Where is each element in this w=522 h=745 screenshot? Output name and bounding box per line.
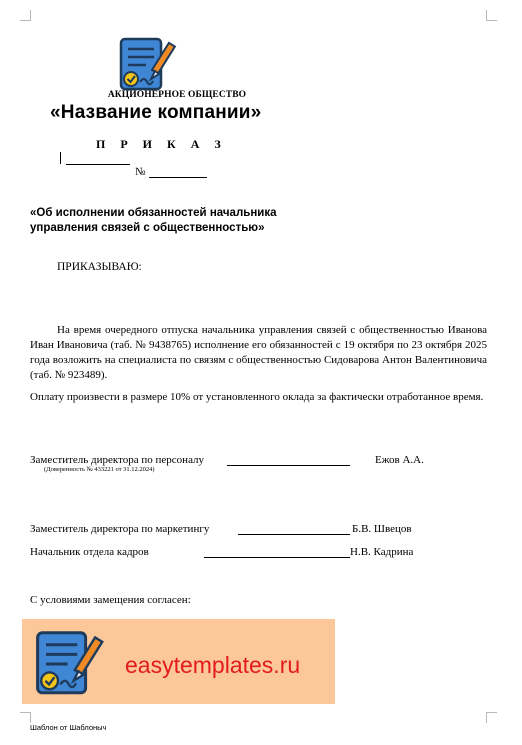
signature-name: Б.В. Швецов bbox=[352, 523, 412, 535]
date-blank-line[interactable] bbox=[66, 164, 130, 165]
signature-name: Н.В. Кадрина bbox=[350, 546, 414, 558]
order-title: П Р И К А З bbox=[96, 137, 227, 151]
document-pen-icon bbox=[118, 36, 178, 94]
banner-link-text[interactable]: easytemplates.ru bbox=[125, 652, 301, 678]
order-subject bbox=[30, 206, 330, 236]
number-sign: № bbox=[135, 166, 146, 178]
company-type: АКЦИОНЕРНОЕ ОБЩЕСТВО bbox=[107, 90, 247, 100]
page-corner-mark bbox=[486, 712, 497, 723]
footer-credit: Шаблон от Шаблоныч bbox=[30, 723, 107, 732]
signature-role: Заместитель директора по персоналу bbox=[30, 454, 205, 466]
order-directive: ПРИКАЗЫВАЮ: bbox=[57, 261, 142, 273]
body-paragraph: На время очередного отпуска начальника управления связей с общественностью Иванова Иван Ивановича (таб. № 9438765) исполнение его обязанностей с 19 октября по 23 октября 2025 года возложить на специалиста по связям с общественностью Сидоварова Антон Валентиновича (таб. № 923489). bbox=[30, 324, 487, 381]
signature-name: Ежов А.А. bbox=[375, 454, 424, 466]
watermark-banner bbox=[22, 619, 335, 704]
page-corner-mark bbox=[486, 10, 497, 21]
signature-role: Заместитель директора по маркетингу bbox=[30, 523, 210, 535]
power-of-attorney-note: (Доверенность № 433221 от 31.12.2024) bbox=[44, 466, 155, 473]
signature-line[interactable] bbox=[204, 557, 350, 558]
order-subject-line: управления связей с общественностью» bbox=[30, 222, 265, 234]
document-pen-icon bbox=[34, 629, 106, 699]
text-cursor bbox=[60, 152, 61, 164]
agreement-line: С условиями замещения согласен: bbox=[30, 594, 191, 606]
page-corner-mark bbox=[20, 10, 31, 21]
company-name: «Название компании» bbox=[50, 102, 262, 123]
signature-role: Начальник отдела кадров bbox=[30, 546, 149, 558]
number-blank-line[interactable] bbox=[149, 177, 207, 178]
signature-line[interactable] bbox=[238, 534, 350, 535]
page-corner-mark bbox=[20, 712, 31, 723]
body-paragraph: Оплату произвести в размере 10% от установленного оклада за фактически отработанное время. bbox=[30, 391, 484, 403]
order-subject-line: «Об исполнении обязанностей начальника bbox=[30, 207, 277, 219]
signature-line[interactable] bbox=[227, 465, 350, 466]
